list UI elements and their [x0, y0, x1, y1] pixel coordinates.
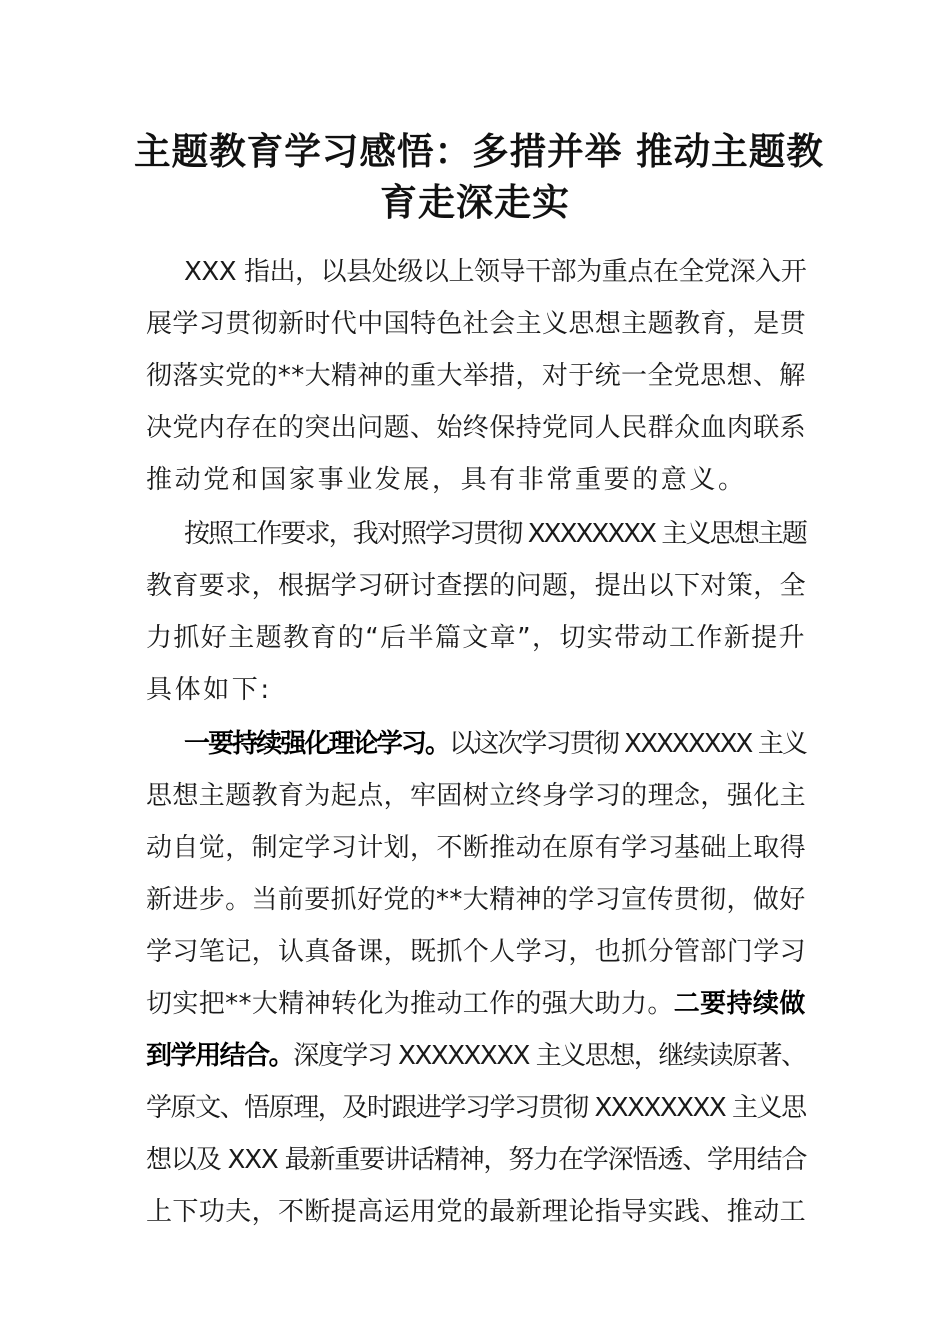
body-line: 新进步。当前要抓好党的**大精神的学习宣传贯彻，做好 — [146, 885, 806, 915]
body-line-text: 切实把**大精神转化为推动工作的强大助力。 — [146, 989, 674, 1019]
body-line: 按照工作要求，我对照学习贯彻 XXXXXXXX 主义思想主题 — [184, 519, 807, 549]
title-line-1: 主题教育学习感悟：多措并举 推动主题教 — [133, 129, 824, 173]
body-line: 推动党和国家事业发展，具有非常重要的意义。 — [146, 465, 747, 495]
body-line: 想以及 XXX 最新重要讲话精神，努力在学深悟透、学用结合 — [146, 1145, 807, 1175]
body-line — [184, 724, 806, 764]
bold-heading-1: 一要持续强化理论学习。 — [184, 729, 450, 759]
body-line: 动自觉，制定学习计划，不断推动在原有学习基础上取得 — [146, 833, 807, 863]
body-line — [146, 1036, 806, 1076]
body-line: 力抓好主题教育的“后半篇文章”，切实带动工作新提升 — [146, 623, 806, 653]
body-line: 学习笔记，认真备课，既抓个人学习，也抓分管部门学习 — [146, 937, 807, 967]
body-line: XXX 指出，以县处级以上领导干部为重点在全党深入开 — [184, 257, 807, 287]
title-line-2: 育走深走实 — [380, 180, 570, 224]
bold-heading-2b: 到学用结合。 — [146, 1041, 294, 1071]
body-line: 彻落实党的**大精神的重大举措，对于统一全党思想、解 — [146, 361, 806, 391]
body-line: 上下功夫，不断提高运用党的最新理论指导实践、推动工 — [146, 1197, 807, 1227]
body-line-text: 以这次学习贯彻 XXXXXXXX 主义 — [449, 729, 807, 759]
body-line: 具体如下: — [146, 675, 272, 705]
body-line: 教育要求，根据学习研讨查摆的问题，提出以下对策，全 — [146, 571, 807, 601]
body-line: 思想主题教育为起点，牢固树立终身学习的理念，强化主 — [146, 781, 807, 811]
body-line — [146, 984, 806, 1024]
bold-heading-2a: 二要持续做 — [673, 989, 806, 1019]
body-line-text: 深度学习 XXXXXXXX 主义思想，继续读原著、 — [293, 1041, 806, 1071]
body-line: 展学习贯彻新时代中国特色社会主义思想主题教育，是贯 — [146, 309, 807, 339]
document-title — [130, 126, 824, 228]
body-line: 学原文、悟原理，及时跟进学习学习贯彻 XXXXXXXX 主义思 — [146, 1093, 806, 1123]
body-line: 决党内存在的突出问题、始终保持党同人民群众血肉联系 — [146, 413, 807, 443]
